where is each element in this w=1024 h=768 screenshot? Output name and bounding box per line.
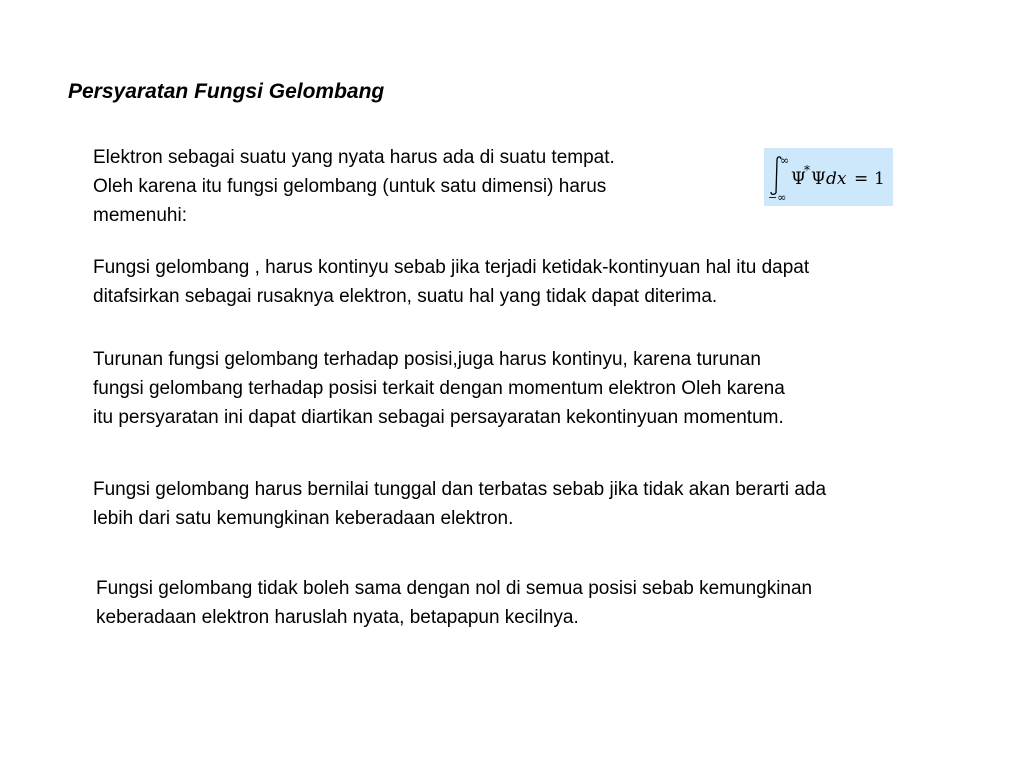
text-line: ditafsirkan sebagai rusaknya elektron, suatu hal yang tidak dapat diterima. xyxy=(93,286,718,307)
conjugate-star: * xyxy=(804,163,810,177)
text-line: keberadaan elektron haruslah nyata, betapapun kecilnya. xyxy=(96,607,579,628)
lower-limit: −∞ xyxy=(768,191,787,204)
text-line: memenuhi: xyxy=(93,205,187,226)
text-line: itu persyaratan ini dapat diartikan sebagai persayaratan kekontinyuan momentum. xyxy=(93,407,784,428)
text-line: lebih dari satu kemungkinan keberadaan elektron. xyxy=(93,508,514,529)
psi-conjugate: Ψ xyxy=(791,169,806,189)
differential-dx: dx xyxy=(826,169,847,189)
equals-sign: = xyxy=(854,169,869,189)
psi: Ψ xyxy=(811,169,826,189)
text-line: Oleh karena itu fungsi gelombang (untuk satu dimensi) harus xyxy=(93,176,607,197)
text-line: Fungsi gelombang harus bernilai tunggal dan terbatas sebab jika tidak akan berarti ada xyxy=(93,479,827,500)
text-line: Turunan fungsi gelombang terhadap posisi,juga harus kontinyu, karena turunan xyxy=(93,349,761,370)
text-line: fungsi gelombang terhadap posisi terkait dengan momentum elektron Oleh karena xyxy=(93,378,785,399)
rhs-value: 1 xyxy=(874,169,885,189)
intro-paragraph xyxy=(93,143,615,230)
page-title: Persyaratan Fungsi Gelombang xyxy=(68,80,385,103)
paragraph-continuity xyxy=(93,253,809,311)
normalization-formula xyxy=(764,148,893,206)
text-line: Fungsi gelombang tidak boleh sama dengan nol di semua posisi sebab kemungkinan xyxy=(96,578,813,599)
paragraph-derivative xyxy=(93,345,785,432)
paragraph-single-valued xyxy=(93,475,826,533)
formula-graphic xyxy=(764,148,893,206)
upper-limit: ∞ xyxy=(780,154,790,167)
paragraph-nonzero xyxy=(96,574,812,632)
text-line: Fungsi gelombang , harus kontinyu sebab jika terjadi ketidak-kontinyuan hal itu dapat xyxy=(93,257,810,278)
text-line: Elektron sebagai suatu yang nyata harus ada di suatu tempat. xyxy=(93,147,615,168)
